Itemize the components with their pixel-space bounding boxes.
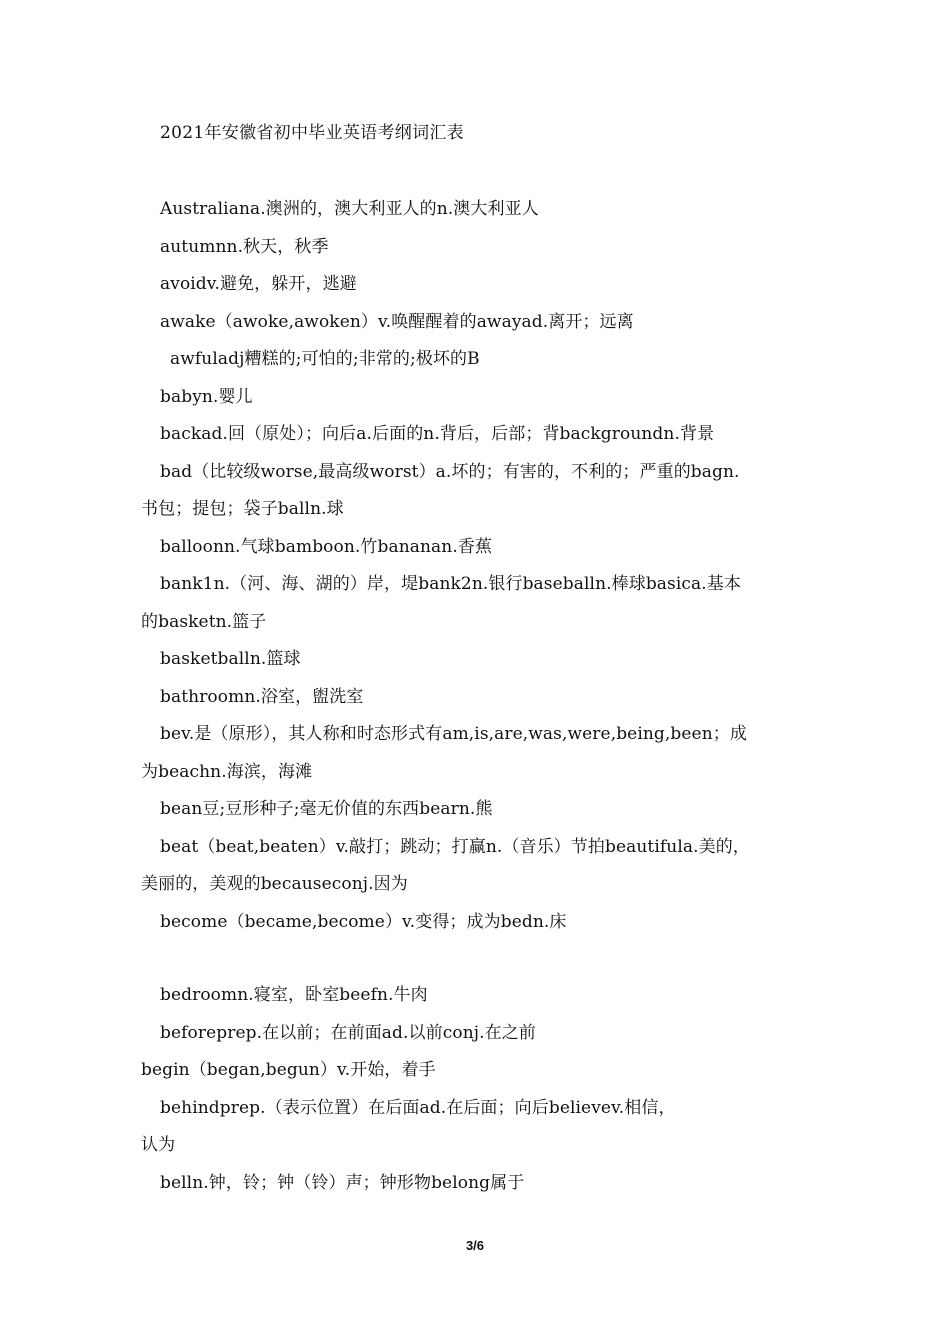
vocab-line: awake（awoke,awoken）v.唤醒醒着的awayad.离开；远离 <box>160 311 634 332</box>
vocab-line: bev.是（原形），其人称和时态形式有am,is,are,was,were,being,been；成 <box>160 724 747 744</box>
paragraph-gap <box>141 941 821 977</box>
vocab-line: backad.回（原处）；向后a.后面的n.背后，后部；背backgroundn.背景 <box>160 424 715 444</box>
vocab-line: avoidv.避免，躲开，逃避 <box>160 274 357 294</box>
vocab-line: bedroomn.寝室，卧室beefn.牛肉 <box>160 985 428 1005</box>
vocab-line: 的basketn.篮子 <box>141 611 267 632</box>
vocab-line: balloonn.气球bamboon.竹bananan.香蕉 <box>160 536 493 557</box>
vocab-line: bad（比较级worse,最高级worst）a.坏的；有害的，不利的；严重的bagn. <box>160 461 740 482</box>
document-title: 2021年安徽省初中毕业英语考纲词汇表 <box>160 123 464 143</box>
vocab-line: bean豆;豆形种子;毫无价值的东西bearn.熊 <box>160 799 493 819</box>
vocab-line: 美丽的，美观的becauseconj.因为 <box>141 874 408 894</box>
vocab-line: autumnn.秋天，秋季 <box>160 236 329 257</box>
vocab-line: 为beachn.海滨，海滩 <box>141 761 313 782</box>
vocab-line: 书包；提包；袋子balln.球 <box>141 499 344 519</box>
vocab-line: belln.钟，铃；钟（铃）声；钟形物belong属于 <box>160 1172 525 1193</box>
vocab-line: behindprep.（表示位置）在后面ad.在后面；向后believev.相信， <box>160 1097 676 1118</box>
page-number: 3/6 <box>465 1238 485 1253</box>
vocab-line: basketballn.篮球 <box>160 649 301 669</box>
vocab-line: Australiana.澳洲的，澳大利亚人的n.澳大利亚人 <box>160 199 539 219</box>
vocab-line: become（became,become）v.变得；成为bedn.床 <box>160 911 567 932</box>
vocab-line: begin（began,begun）v.开始，着手 <box>141 1060 436 1080</box>
vocab-line: bathroomn.浴室，盥洗室 <box>160 686 364 707</box>
vocab-line: beat（beat,beaten）v.敲打；跳动；打赢n.（音乐）节拍beautifula.美的， <box>160 836 750 857</box>
vocab-line: 认为 <box>141 1135 176 1155</box>
vocab-line: awfuladj糟糕的;可怕的;非常的;极坏的B <box>170 349 480 369</box>
vocab-line: bank1n.（河、海、湖的）岸，堤bank2n.银行baseballn.棒球basica.基本 <box>160 574 741 594</box>
vocabulary-list <box>141 191 821 1202</box>
vocab-line: beforeprep.在以前；在前面ad.以前conj.在之前 <box>160 1022 536 1043</box>
vocab-line: babyn.婴儿 <box>160 386 253 407</box>
